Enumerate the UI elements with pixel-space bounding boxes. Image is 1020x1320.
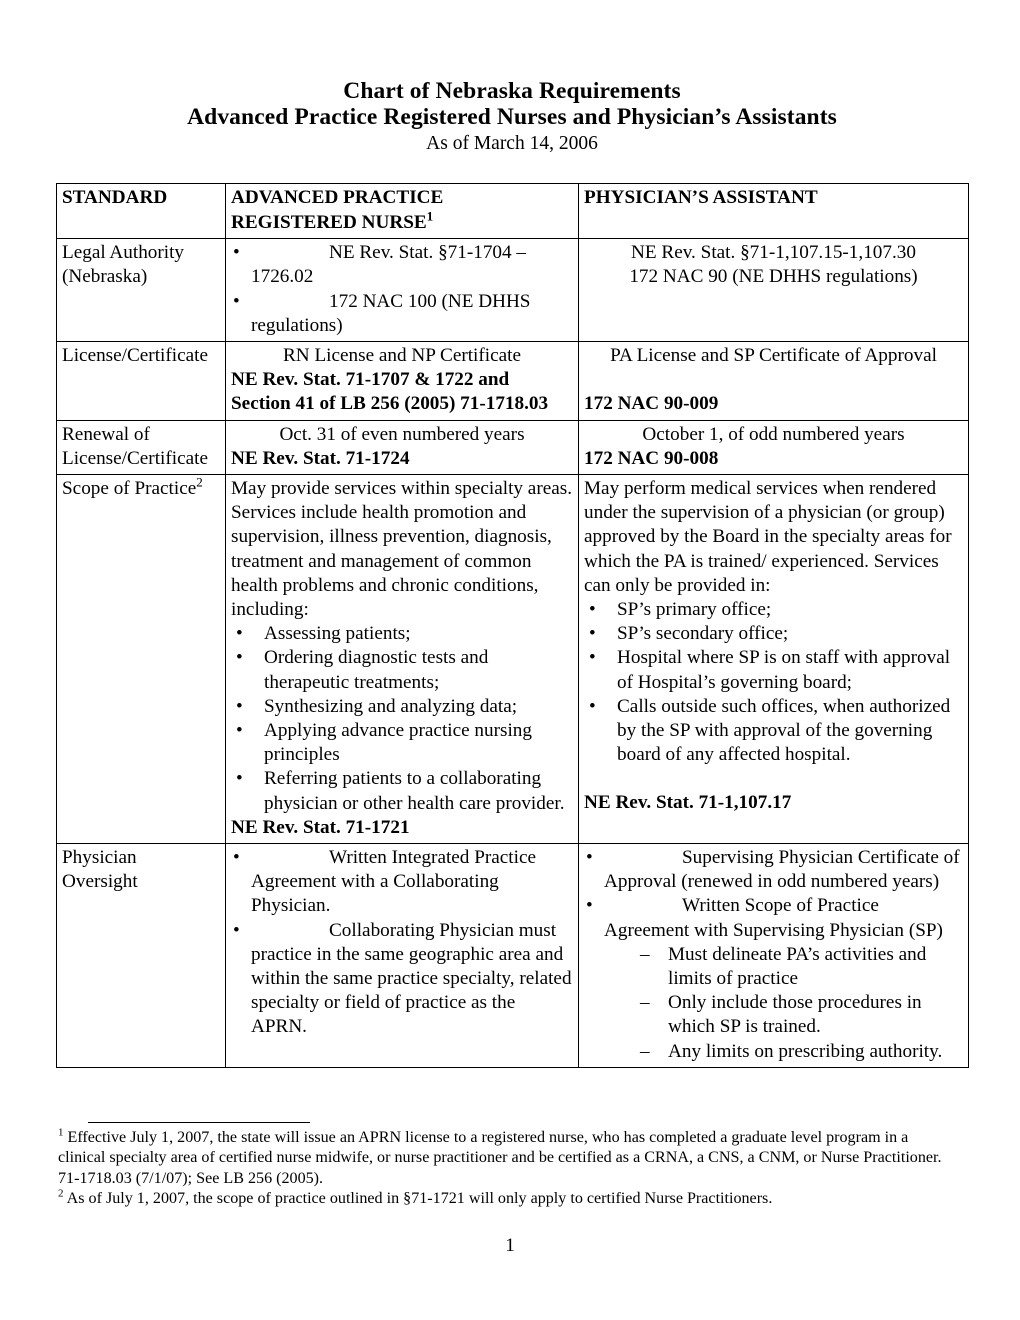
row-label-scope-text: Scope of Practice: [62, 478, 197, 500]
bullet-icon: •: [589, 623, 596, 645]
renewal-aprn-citation: NE Rev. Stat. 71-1724: [231, 447, 410, 469]
requirements-comparison-table: [56, 183, 969, 1068]
legal-authority-pa-line1: NE Rev. Stat. §71-1,107.15-1,107.30: [631, 242, 916, 264]
cell-license-certificate-pa: [579, 342, 969, 421]
dash-icon: –: [640, 992, 650, 1014]
column-header-pa: PHYSICIAN’S ASSISTANT: [579, 184, 969, 239]
dash-icon: –: [640, 943, 650, 965]
oversight-pa-sublist: [640, 943, 963, 1064]
bullet-icon: •: [233, 290, 240, 312]
bullet-icon: •: [236, 768, 243, 790]
column-header-aprn: [226, 184, 579, 239]
column-header-aprn-footnote-marker: 1: [426, 208, 434, 224]
list-item: [584, 894, 963, 942]
footnote-1-text: Effective July 1, 2007, the state will issue an APRN license to a registered nurse, who has completed a graduate level program in a clinical specialty area of certified nurse midwife, or nurse practitioner and be certified as a CRNA, a CNS, a CNM, or Nurse Practitioner. 71-1718.03 (7/1/07); See LB 256 (2005).: [58, 1129, 942, 1187]
list-item: [640, 991, 963, 1039]
footnote-2-text: As of July 1, 2007, the scope of practice outlined in §71-1721 will only apply to certified Nurse Practitioners.: [66, 1190, 773, 1208]
list-item-text: Calls outside such offices, when authorized by the SP with approval of the governing board of any affected hospital.: [617, 695, 951, 766]
table-row-physician-oversight: [57, 844, 969, 1068]
document-date-line: As of March 14, 2006: [426, 133, 598, 154]
cell-scope-pa: [579, 475, 969, 844]
row-label-oversight-line2: Oversight: [62, 871, 138, 893]
license-aprn-citation-2: Section 41 of LB 256 (2005) 71-1718.03: [231, 393, 549, 415]
list-item: [231, 622, 573, 646]
list-item-text: Referring patients to a collaborating physician or other health care provider.: [264, 768, 565, 814]
row-label-legal-authority-line2: (Nebraska): [62, 266, 148, 288]
cell-oversight-pa: [579, 844, 969, 1068]
spacer-line: [584, 368, 963, 392]
list-item: [231, 646, 573, 694]
list-item-text: SP’s secondary office;: [617, 623, 789, 645]
page-number: 1: [505, 1235, 515, 1256]
bullet-icon: •: [233, 919, 240, 941]
list-item-text: Supervising Physician Certificate of Approval (renewed in odd numbered years): [604, 847, 960, 893]
list-item: [231, 719, 573, 767]
list-item-text: Any limits on prescribing authority.: [668, 1040, 943, 1062]
table-header-row: [57, 184, 969, 239]
column-header-aprn-label: ADVANCED PRACTICE REGISTERED NURSE: [231, 187, 444, 233]
list-item: [231, 846, 573, 919]
cell-legal-authority-aprn: [226, 239, 579, 342]
oversight-aprn-list: [231, 846, 573, 1040]
row-label-scope-of-practice: [57, 475, 226, 844]
list-item-text: Only include those procedures in which SP is trained.: [668, 992, 922, 1038]
bullet-icon: •: [586, 847, 593, 869]
renewal-aprn-centered: Oct. 31 of even numbered years: [279, 423, 525, 445]
column-header-standard: STANDARD: [57, 184, 226, 239]
list-item-text: Written Scope of Practice Agreement with Supervising Physician (SP): [604, 895, 943, 941]
list-item: [584, 622, 963, 646]
list-item-text: Collaborating Physician must practice in the same geographic area and within the same practice specialty, related specialty or field of practice as the APRN.: [251, 919, 572, 1038]
table-row-renewal: [57, 420, 969, 474]
bullet-icon: •: [233, 847, 240, 869]
scope-aprn-list: [231, 622, 573, 816]
list-item: [584, 646, 963, 694]
footnote-2-marker: 2: [58, 1187, 64, 1200]
legal-authority-aprn-list: [231, 241, 573, 338]
row-label-legal-authority: [57, 239, 226, 342]
row-label-renewal-line1: Renewal of: [62, 423, 150, 445]
bullet-icon: •: [233, 242, 240, 264]
scope-pa-list: [584, 598, 963, 767]
bullet-icon: •: [236, 695, 243, 717]
footnotes-section: [58, 1128, 958, 1210]
cell-renewal-aprn: [226, 420, 579, 474]
row-label-renewal-line2: License/Certificate: [62, 447, 208, 469]
list-item-text: Hospital where SP is on staff with approval of Hospital’s governing board;: [617, 647, 951, 693]
row-label-license-certificate: License/Certificate: [57, 342, 226, 421]
bullet-icon: •: [589, 695, 596, 717]
row-label-legal-authority-line1: Legal Authority: [62, 242, 185, 264]
list-item: [231, 241, 573, 289]
list-item-text: NE Rev. Stat. §71-1704 – 1726.02: [251, 242, 527, 288]
list-item: [231, 695, 573, 719]
scope-aprn-intro: May provide services within specialty areas. Services include health promotion and supervision, illness prevention, diagnosis, treatment and management of common health problems and chronic conditions, including:: [231, 478, 572, 621]
list-item: [640, 943, 963, 991]
legal-authority-pa-line2: 172 NAC 90 (NE DHHS regulations): [629, 266, 918, 288]
document-title-secondary: Advanced Practice Registered Nurses and Physician’s Assistants: [187, 104, 837, 130]
footnote-1: [58, 1128, 958, 1189]
spacer-line: [584, 767, 963, 791]
scope-aprn-citation: NE Rev. Stat. 71-1721: [231, 816, 410, 838]
list-item: [231, 290, 573, 338]
list-item: [584, 846, 963, 894]
row-label-scope-footnote-marker: 2: [196, 474, 203, 490]
renewal-pa-citation: 172 NAC 90-008: [584, 447, 719, 469]
document-title-primary: Chart of Nebraska Requirements: [343, 78, 681, 104]
cell-license-certificate-aprn: [226, 342, 579, 421]
dash-icon: –: [640, 1040, 650, 1062]
list-item: [231, 919, 573, 1040]
bullet-icon: •: [236, 720, 243, 742]
list-item-text: Ordering diagnostic tests and therapeutic treatments;: [264, 647, 489, 693]
oversight-pa-list: [584, 846, 963, 943]
list-item-text: Must delineate PA’s activities and limits of practice: [668, 943, 927, 990]
license-aprn-citation-1: NE Rev. Stat. 71-1707 & 1722 and: [231, 369, 510, 391]
table-row-legal-authority: [57, 239, 969, 342]
list-item-text: Assessing patients;: [264, 623, 411, 645]
cell-legal-authority-pa: [579, 239, 969, 342]
row-label-oversight-line1: Physician: [62, 847, 137, 869]
list-item-text: 172 NAC 100 (NE DHHS regulations): [251, 290, 531, 336]
list-item-text: Applying advance practice nursing principles: [264, 720, 532, 766]
table-row-license-certificate: [57, 342, 969, 421]
scope-pa-intro: May perform medical services when rendered under the supervision of a physician (or group) approved by the Board in the specialty areas for which the PA is trained/ experienced. Services can only be provided in:: [584, 478, 952, 596]
license-aprn-centered: RN License and NP Certificate: [283, 345, 521, 366]
row-label-physician-oversight: [57, 844, 226, 1068]
list-item-text: Synthesizing and analyzing data;: [264, 695, 518, 717]
footnote-2: [58, 1189, 958, 1209]
footnote-separator-rule: [88, 1122, 310, 1123]
list-item: [584, 598, 963, 622]
list-item: [231, 767, 573, 815]
bullet-icon: •: [589, 599, 596, 621]
renewal-pa-centered: October 1, of odd numbered years: [642, 423, 905, 445]
cell-oversight-aprn: [226, 844, 579, 1068]
scope-pa-citation: NE Rev. Stat. 71-1,107.17: [584, 792, 792, 814]
list-item-text: Written Integrated Practice Agreement with a Collaborating Physician.: [251, 847, 536, 917]
license-pa-citation: 172 NAC 90-009: [584, 393, 719, 415]
document-title-block: [56, 78, 968, 157]
row-label-renewal: [57, 420, 226, 474]
bullet-icon: •: [586, 895, 593, 917]
license-pa-centered: PA License and SP Certificate of Approval: [610, 345, 937, 366]
bullet-icon: •: [236, 647, 243, 669]
list-item-text: SP’s primary office;: [617, 599, 772, 621]
footnote-1-marker: 1: [58, 1126, 64, 1139]
table-row-scope-of-practice: [57, 475, 969, 844]
bullet-icon: •: [236, 623, 243, 645]
bullet-icon: •: [589, 647, 596, 669]
list-item: [640, 1040, 963, 1064]
cell-scope-aprn: [226, 475, 579, 844]
cell-renewal-pa: [579, 420, 969, 474]
list-item: [584, 695, 963, 768]
